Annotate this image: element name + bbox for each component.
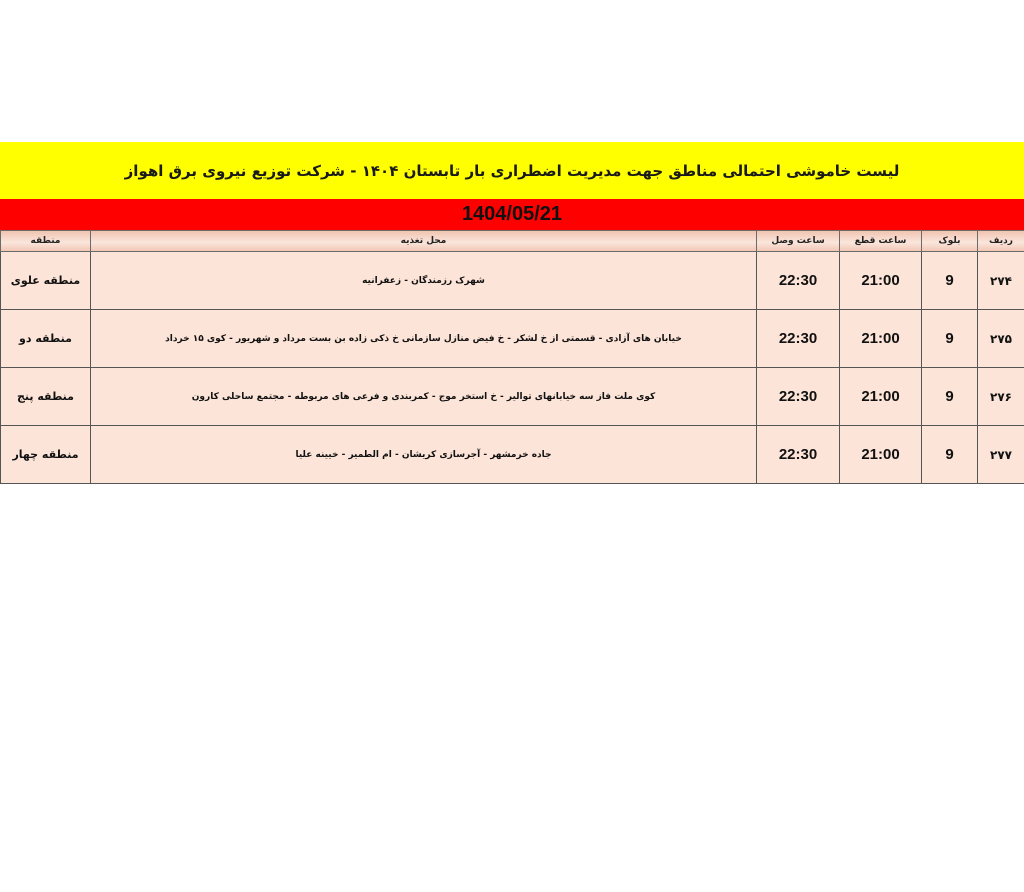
block-cell: 9 — [922, 368, 978, 426]
table-header-row — [1, 231, 1024, 252]
connect-time-cell: 22:30 — [757, 426, 840, 484]
schedule-title — [0, 142, 1024, 199]
header-zone: منطقه — [1, 231, 91, 252]
block-cell: 9 — [922, 252, 978, 310]
cut-time-cell: 21:00 — [840, 310, 922, 368]
connect-time-cell: 22:30 — [757, 368, 840, 426]
block-cell: 9 — [922, 426, 978, 484]
schedule-date-bar — [0, 199, 1024, 230]
cut-time-cell: 21:00 — [840, 426, 922, 484]
connect-time-cell: 22:30 — [757, 252, 840, 310]
outage-schedule-sheet — [0, 142, 1024, 484]
header-cut-time: ساعت قطع — [840, 231, 922, 252]
header-block: بلوک — [922, 231, 978, 252]
table-row — [1, 252, 1024, 310]
row-number: ۲۷۴ — [978, 252, 1024, 310]
row-number: ۲۷۷ — [978, 426, 1024, 484]
area-cell: کوی ملت فاز سه خیابانهای توالیر - خ استخر موج - کمربندی و فرعی های مربوطه - مجتمع ساحلی کارون — [91, 368, 757, 426]
table-row — [1, 310, 1024, 368]
cut-time-cell: 21:00 — [840, 252, 922, 310]
schedule-title-text: لیست خاموشی احتمالی مناطق جهت مدیریت اضطراری بار تابستان ۱۴۰۴ - شرکت توزیع نیروی برق اهواز — [124, 161, 900, 180]
table-row — [1, 426, 1024, 484]
table-row — [1, 368, 1024, 426]
zone-cell: منطقه چهار — [1, 426, 91, 484]
row-number: ۲۷۶ — [978, 368, 1024, 426]
area-cell: خیابان های آزادی - قسمتی از خ لشکر - خ فیض منازل سازمانی خ ذکی زاده بن بست مرداد و شهریور - کوی ۱۵ خرداد — [91, 310, 757, 368]
schedule-date: 1404/05/21 — [461, 203, 563, 225]
area-cell: جاده خرمشهر - آجرسازی کریشان - ام الطمیر - خیینه علیا — [91, 426, 757, 484]
header-row-number: ردیف — [978, 231, 1024, 252]
header-area: محل تغذیه — [91, 231, 757, 252]
row-number: ۲۷۵ — [978, 310, 1024, 368]
cut-time-cell: 21:00 — [840, 368, 922, 426]
header-connect-time: ساعت وصل — [757, 231, 840, 252]
block-cell: 9 — [922, 310, 978, 368]
zone-cell: منطقه علوی — [1, 252, 91, 310]
connect-time-cell: 22:30 — [757, 310, 840, 368]
zone-cell: منطقه پنج — [1, 368, 91, 426]
area-cell: شهرک رزمندگان - زعفرانیه — [91, 252, 757, 310]
zone-cell: منطقه دو — [1, 310, 91, 368]
outage-table — [0, 230, 1024, 484]
